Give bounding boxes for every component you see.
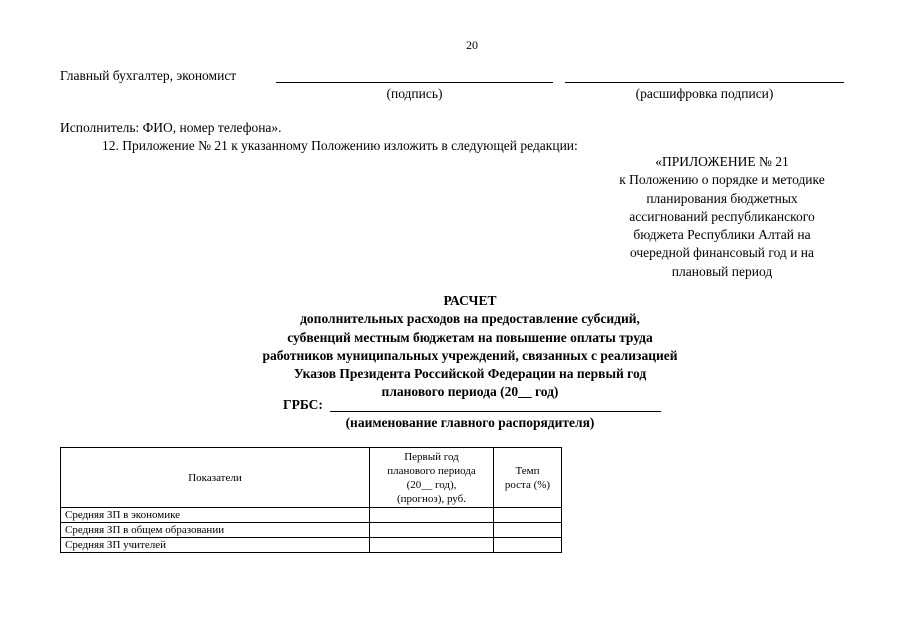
appendix-line: бюджета Республики Алтай на [633, 227, 811, 243]
appendix-header [600, 153, 844, 281]
grbs-label: ГРБС: [283, 397, 323, 412]
signature-role-label: Главный бухгалтер, экономист [60, 68, 237, 83]
row-growth-cell [494, 538, 562, 553]
header-first-year-line: планового периода [387, 464, 476, 477]
header-growth-rate [494, 448, 562, 508]
table-row [61, 523, 562, 538]
table-header-row [61, 448, 562, 508]
paragraph-12: 12. Приложение № 21 к указанному Положению изложить в следующей редакции: [102, 138, 578, 153]
signature-caption: (подпись) [386, 86, 443, 101]
header-first-year-line: (20__ год), [406, 478, 457, 491]
table-row [61, 538, 562, 553]
appendix-line: очередной финансовый год и на [629, 245, 814, 261]
row-first-year-cell [370, 538, 494, 553]
row-growth-cell [494, 508, 562, 523]
table-row [61, 508, 562, 523]
header-first-year-line: Первый год [404, 450, 459, 463]
executor-line: Исполнитель: ФИО, номер телефона». [60, 120, 282, 135]
title-line: РАСЧЕТ [443, 293, 497, 308]
row-first-year-cell [370, 508, 494, 523]
row-label: Средняя ЗП учителей [61, 538, 370, 553]
row-first-year-cell [370, 523, 494, 538]
row-growth-cell [494, 523, 562, 538]
header-first-year-line: (прогноз), руб. [396, 492, 466, 505]
appendix-line: плановый период [671, 263, 773, 279]
header-first-year [370, 448, 494, 508]
row-label: Средняя ЗП в экономике [61, 508, 370, 523]
row-label: Средняя ЗП в общем образовании [61, 523, 370, 538]
appendix-line: к Положению о порядке и методике [619, 172, 825, 188]
title-line: работников муниципальных учреждений, связанных с реализацией [262, 347, 678, 363]
title-line: планового периода (20__ год) [381, 384, 559, 400]
appendix-line: «ПРИЛОЖЕНИЕ № 21 [655, 154, 789, 169]
signature-decoding-line [565, 82, 844, 83]
grbs-line [330, 411, 661, 412]
appendix-line: ассигнований республиканского [629, 208, 815, 224]
appendix-line: планирования бюджетных [646, 190, 798, 206]
title-line: субвенций местным бюджетам на повышение оплаты труда [287, 329, 653, 345]
signature-decoding-caption: (расшифровка подписи) [635, 86, 774, 101]
grbs-caption: (наименование главного распорядителя) [345, 415, 595, 430]
header-indicators: Показатели [61, 448, 370, 508]
calculation-table [60, 447, 562, 553]
page-number: 20 [466, 38, 478, 52]
header-growth-line: роста (%) [504, 478, 551, 491]
signature-line [276, 82, 553, 83]
calculation-title [200, 292, 740, 402]
header-growth-line: Темп [515, 464, 540, 477]
title-line: дополнительных расходов на предоставление субсидий, [300, 311, 640, 327]
title-line: Указов Президента Российской Федерации на первый год [293, 366, 647, 382]
